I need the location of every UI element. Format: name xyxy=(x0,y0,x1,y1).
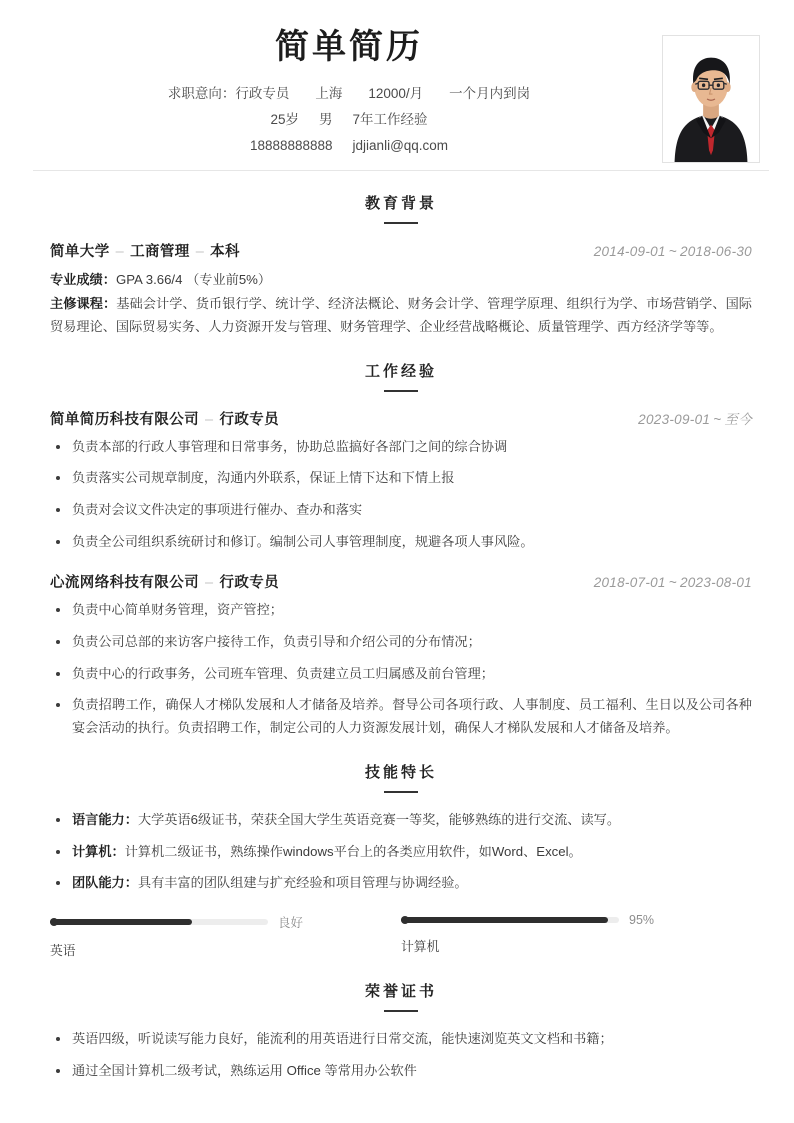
list-item: 英语四级，听说读写能力良好，能流利的用英语进行日常交流，能快速浏览英文文档和书籍； xyxy=(50,1028,752,1051)
skill-level-value: 良好 xyxy=(278,915,304,930)
education-date-start: 2014-09-01 xyxy=(593,244,666,259)
education-major: 工商管理 xyxy=(130,244,190,260)
section-title-honors: 荣誉证书 xyxy=(364,982,437,1000)
work-date-end: 2023-08-01 xyxy=(679,575,752,591)
contact-email[interactable]: jdjianli@qq.com xyxy=(352,138,449,154)
portrait-photo-icon xyxy=(663,36,759,162)
progress-knob-icon xyxy=(50,918,58,926)
section-body-work xyxy=(50,392,752,740)
section-title-work: 工作经验 xyxy=(364,362,437,380)
progress-knob-icon xyxy=(401,916,409,924)
skill-name: 英语 xyxy=(50,942,76,958)
education-gpa-line xyxy=(50,268,752,292)
skill-level-value: 95% xyxy=(629,912,655,927)
section-header-work xyxy=(50,339,752,392)
work-date-tilde: ~ xyxy=(668,575,677,591)
section-work xyxy=(8,339,794,740)
list-item: 通过全国计算机二级考试，熟练运用 Office 等常用办公软件 xyxy=(50,1060,752,1083)
work-date-range xyxy=(638,408,752,428)
section-header-education xyxy=(50,171,752,224)
skill-value: 计算机二级证书，熟练操作windows平台上的各类应用软件，如Word、Excel。 xyxy=(124,843,582,859)
work-date-range xyxy=(594,575,752,590)
skill-value: 大学英语6级证书，荣获全国大学生英语竞赛一等奖，能够熟练的进行交流、读写。 xyxy=(137,811,621,827)
work-date-tilde: ~ xyxy=(713,411,722,427)
skill-label: 计算机： xyxy=(72,843,125,859)
work-entry xyxy=(50,408,752,554)
contact-phone[interactable]: 18888888888 xyxy=(249,138,333,154)
personal-gender: 男 xyxy=(319,111,333,127)
work-role: 行政专员 xyxy=(219,411,280,428)
section-title-education: 教育背景 xyxy=(364,195,437,212)
list-item: 负责落实公司规章制度，沟通内外联系，保证上情下达和下情上报 xyxy=(50,467,752,490)
meta-line-contact xyxy=(54,133,644,159)
progress-track xyxy=(50,919,268,925)
education-gpa-label: 专业成绩： xyxy=(50,272,116,287)
list-item xyxy=(50,872,752,895)
avatar xyxy=(662,35,760,163)
list-item: 负责招聘工作，确保人才梯队发展和人才储备及培养。督导公司各项行政、人事制度、员工福利、生日以及公司各种宴会活动的执行。负责招聘工作，制定公司的人力资源发展计划，确保人才梯队发展和人才储备及培养。 xyxy=(50,694,752,739)
personal-age: 25岁 xyxy=(270,111,299,127)
progress-track xyxy=(401,917,619,923)
list-item: 负责全公司组织系统研讨和修订。编制公司人事管理制度，规避各项人事风险。 xyxy=(50,531,752,554)
work-duty-list xyxy=(50,436,752,554)
section-skills xyxy=(8,740,794,959)
education-degree: 本科 xyxy=(210,244,240,260)
work-date-start: 2023-09-01 xyxy=(638,411,711,427)
skill-list xyxy=(50,809,752,895)
work-entry xyxy=(50,571,752,740)
skill-meter-row xyxy=(50,913,369,931)
education-entry-left xyxy=(50,240,240,261)
education-entry-head xyxy=(50,240,752,261)
skill-name: 计算机 xyxy=(401,938,440,954)
section-header-skills xyxy=(50,740,752,793)
list-item: 负责本部的行政人事管理和日常事务，协助总监搞好各部门之间的综合协调 xyxy=(50,436,752,459)
header-text-block xyxy=(54,26,644,159)
list-item xyxy=(50,809,752,832)
work-entry-left xyxy=(50,408,279,429)
progress-fill xyxy=(50,919,192,925)
work-entry-left xyxy=(50,571,279,592)
section-title-skills: 技能特长 xyxy=(364,763,437,781)
section-header-honors xyxy=(50,959,752,1012)
section-body-education xyxy=(50,224,752,339)
education-gpa-value: GPA 3.66/4 （专业前5%） xyxy=(115,272,272,287)
skill-label: 团队能力： xyxy=(72,875,138,891)
progress-fill xyxy=(401,917,608,923)
skill-meter-group xyxy=(50,913,752,959)
education-courses-line xyxy=(50,292,752,339)
education-date-tilde: ~ xyxy=(668,244,677,259)
education-date-end: 2018-06-30 xyxy=(679,244,752,259)
education-courses-label: 主修课程： xyxy=(50,295,117,311)
list-item xyxy=(50,841,752,864)
honor-list xyxy=(50,1028,752,1082)
section-body-honors xyxy=(50,1012,752,1082)
education-separator-2: – xyxy=(195,244,205,260)
section-body-skills xyxy=(50,793,752,959)
skill-value: 具有丰富的团队组建与扩充经验和项目管理与协调经验。 xyxy=(137,875,468,891)
resume-sheet xyxy=(8,0,794,1123)
work-role: 行政专员 xyxy=(219,575,280,592)
intent-availability: 一个月内到岗 xyxy=(449,85,531,101)
education-date-range xyxy=(594,244,752,259)
list-item: 负责公司总部的来访客户接待工作，负责引导和介绍公司的分布情况； xyxy=(50,631,752,654)
section-honors xyxy=(8,959,794,1082)
skill-meter-row xyxy=(401,913,720,927)
work-date-start: 2018-07-01 xyxy=(593,575,666,591)
intent-salary: 12000/月 xyxy=(368,85,424,101)
skill-meter-english xyxy=(50,913,401,959)
personal-experience: 7年工作经验 xyxy=(352,111,428,127)
work-company: 简单简历科技有限公司 xyxy=(50,411,199,428)
section-education xyxy=(8,171,794,339)
work-entry-head xyxy=(50,571,752,592)
skill-label: 语言能力： xyxy=(72,811,138,827)
meta-line-intent xyxy=(54,81,644,107)
work-date-end: 至今 xyxy=(724,411,752,427)
work-separator: – xyxy=(205,575,214,592)
list-item: 负责中心的行政事务，公司班车管理、负责建立员工归属感及前台管理； xyxy=(50,663,752,686)
work-duty-list xyxy=(50,599,752,740)
work-entry-head xyxy=(50,408,752,429)
education-school: 简单大学 xyxy=(50,244,110,260)
intent-label: 求职意向： xyxy=(167,85,236,101)
page-title: 简单简历 xyxy=(275,27,423,67)
list-item: 负责中心简单财务管理，资产管控； xyxy=(50,599,752,622)
education-courses-value: 基础会计学、货币银行学、统计学、经济法概论、财务会计学、管理学原理、组织行为学、市场营销学、国际贸易理论、国际贸易实务、人力资源开发与管理、财务管理学、企业经营战略概论、质量管理学、西方经济学等等。 xyxy=(50,295,752,334)
meta-line-personal xyxy=(54,107,644,133)
list-item: 负责对会议文件决定的事项进行催办、查办和落实 xyxy=(50,499,752,522)
resume-header xyxy=(8,0,794,170)
intent-city: 上海 xyxy=(315,85,343,101)
education-details xyxy=(50,268,752,339)
work-company: 心流网络科技有限公司 xyxy=(50,575,199,592)
skill-meter-computer xyxy=(401,913,752,959)
education-separator-1: – xyxy=(115,244,125,260)
intent-position: 行政专员 xyxy=(235,85,290,101)
work-separator: – xyxy=(205,411,214,428)
